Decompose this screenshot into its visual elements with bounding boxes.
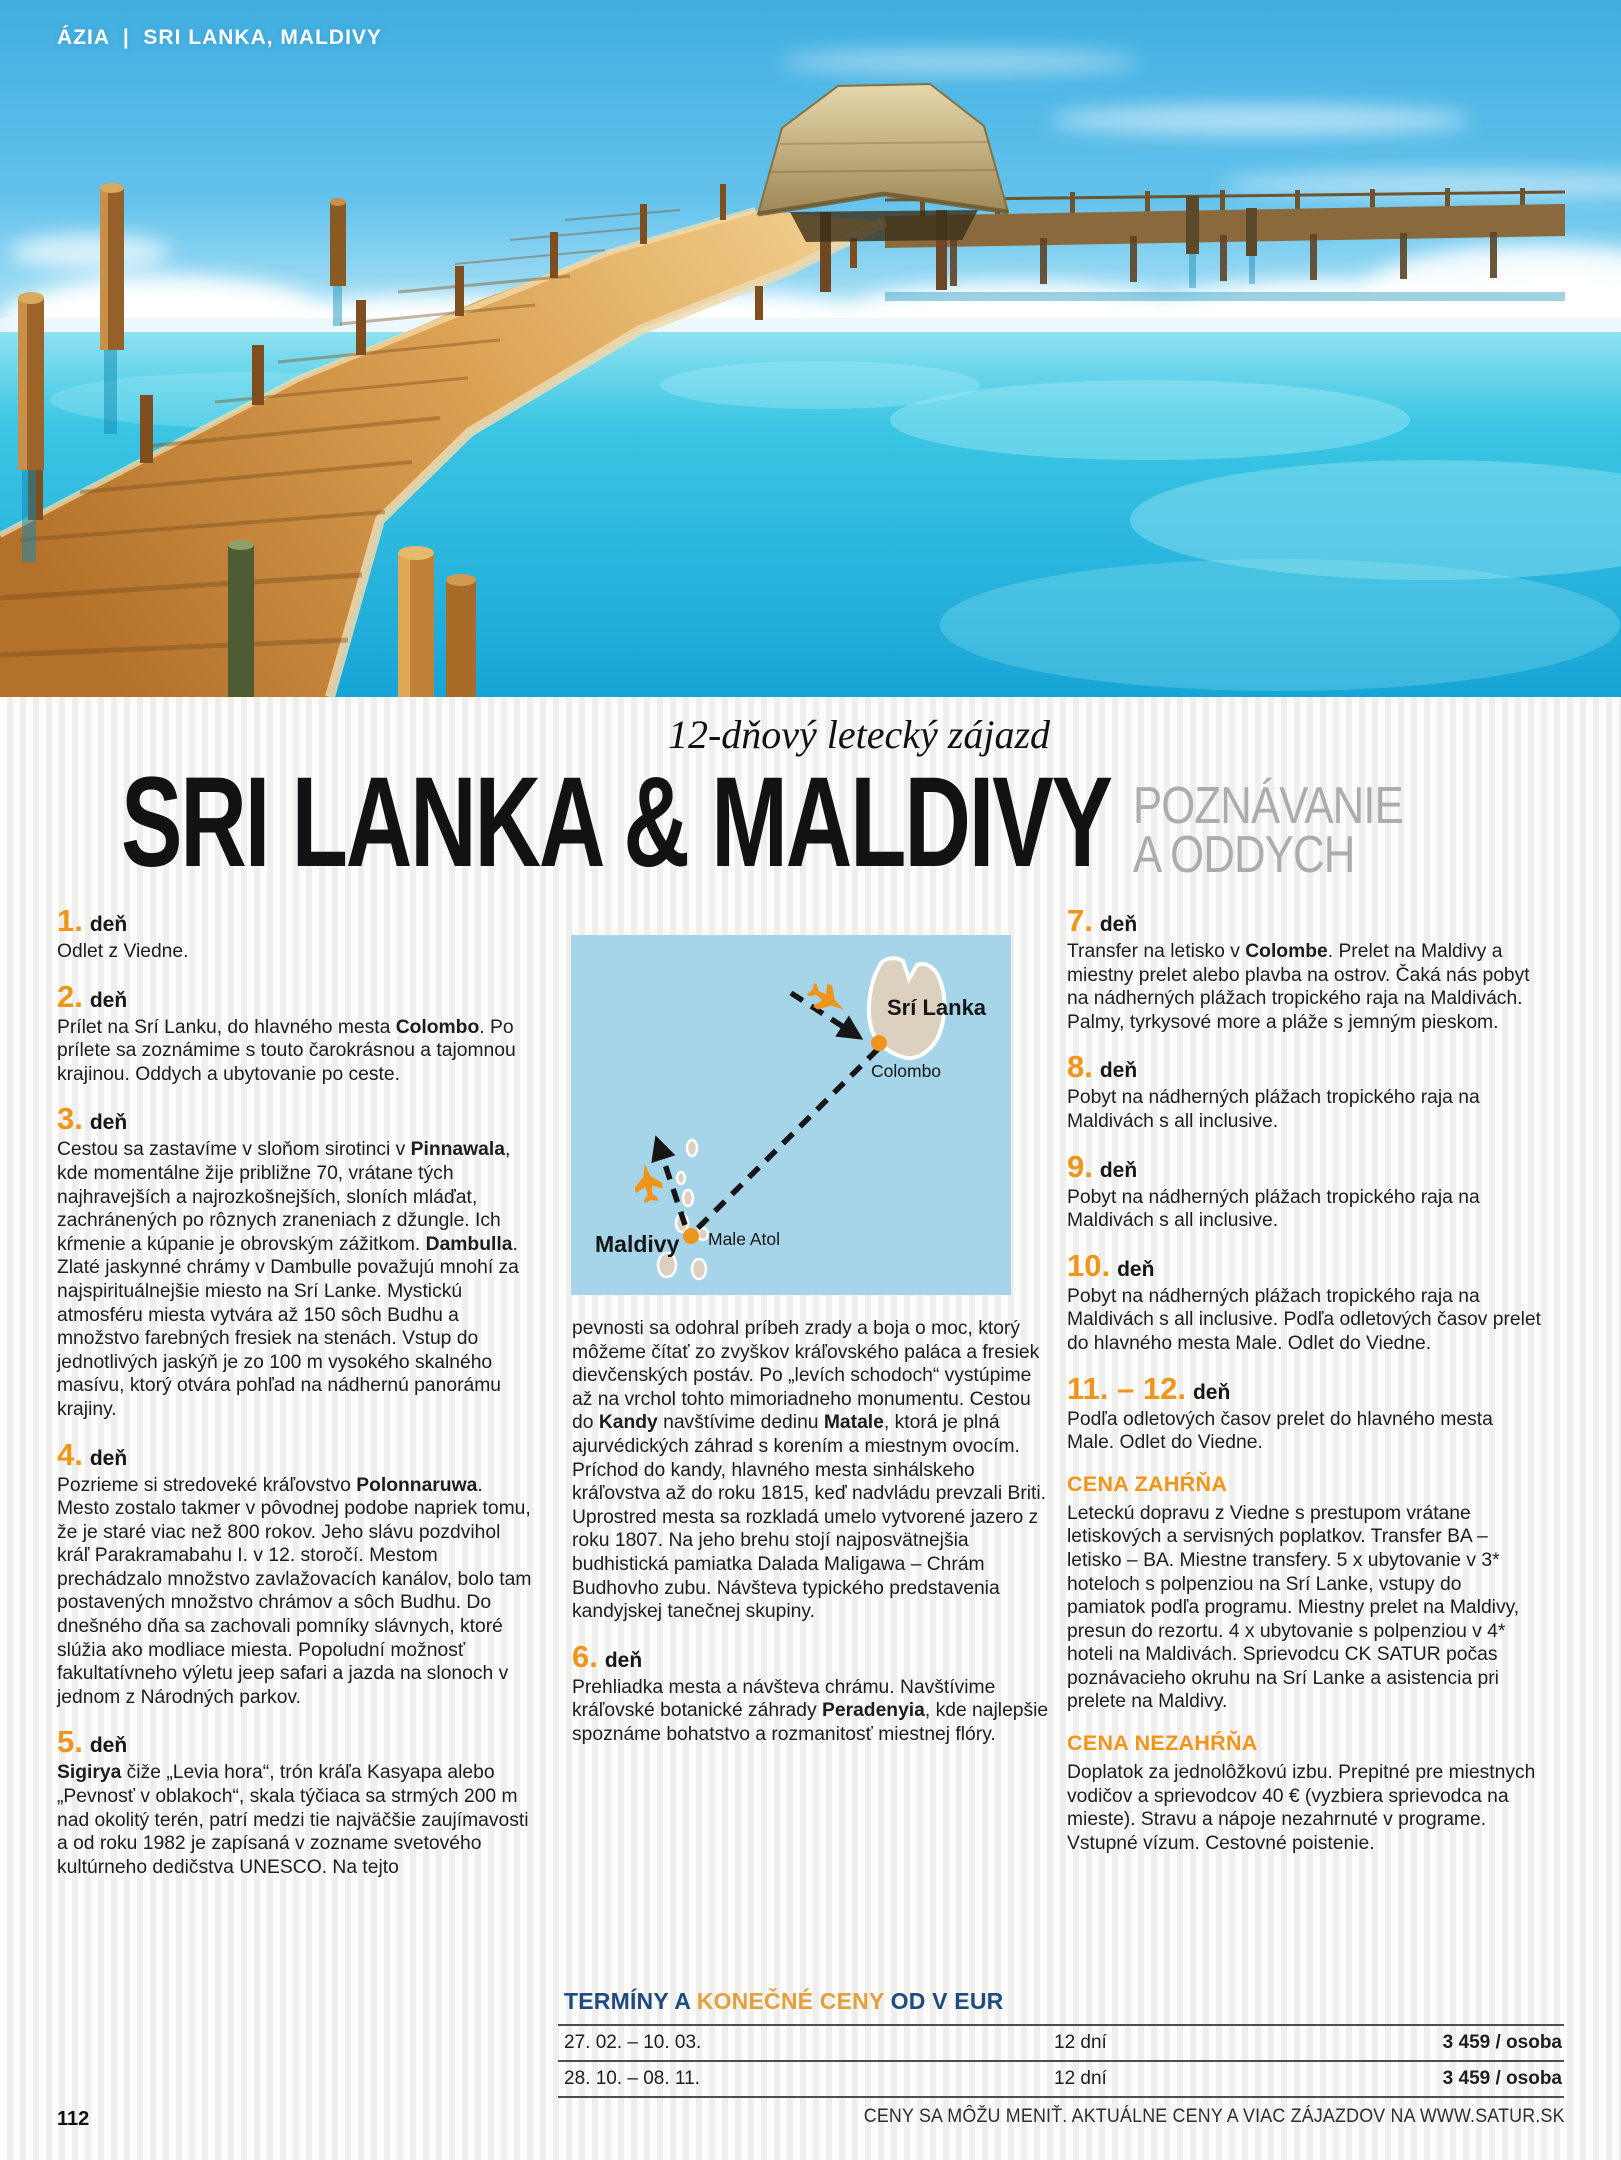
pier-beach-illustration — [0, 0, 1621, 697]
table-row — [558, 2024, 1564, 2060]
tour-subtitle: 12-dňový letecký zájazd — [667, 712, 1051, 757]
day-number: 6. — [572, 1638, 598, 1674]
region-header: ÁZIA | SRI LANKA, MALDIVY — [57, 26, 382, 49]
itinerary-column-2 — [572, 905, 1050, 1764]
day-number: 3. — [57, 1101, 83, 1137]
day-paragraph: Pobyt na nádherných plážach tropického raja na Maldivách s all inclusive. — [1067, 1087, 1480, 1132]
route-map — [571, 935, 1011, 1295]
day-number: 11. – 12. — [1067, 1370, 1186, 1406]
day-heading — [57, 1726, 535, 1758]
tagline-line1: POZNÁVANIE — [1133, 776, 1403, 835]
hero-photo — [0, 0, 1621, 697]
day-paragraph: Leteckú dopravu z Viedne s prestupom vrátane letiskových a servisných poplatkov. Transfer BA – letisko – BA. Miestne transfery. 5 x ubytovanie v 3* hoteloch s polpenziou na Srí Lanke, vstupy do pamiatok podľa programu. Miestny prelet na Maldivy, presun do rezortu. 4 x ubytovanie s polpenziou v 4* hoteli na Maldivách. Sprievodcu CK SATUR počas poznávacieho okruhu na Srí Lanke a asistencia pri prelete na Maldivy. — [1067, 1502, 1520, 1713]
colombo-dot — [871, 1035, 887, 1051]
day-word: deň — [1192, 1380, 1231, 1404]
day-paragraph: pevnosti sa odohral príbeh zrady a boja o moc, ktorý môžeme čítať zo zvyškov kráľovského paláca a fresiek dievčenských postáv. Po „levích schodoch“ vystúpime až na vrchol tohto mimoriadneho monumentu. Cestou do Kandy navštívime dedinu Matale, ktorá je plná ajurvédických záhrad s korením a miestnym ovocím. Príchod do kandy, hlavného mesta sinhálskeho kráľovstva až do roku 1815, keď nadvládu prevzali Briti. Uprostred mesta sa rozkladá umelo vytvorené jazero z roku 1807. Na jeho brehu stojí najposvätnejšia budhistická pamiatka Dalada Maligawa – Chrám Budhovho zubu. Návšteva typického predstavenia kandyjskej tanečnej skupiny. — [572, 1318, 1047, 1623]
day-paragraph: Cestou sa zastavíme v sloňom sirotinci v Pinnawala, kde momentálne žije približne 70, vrátane tých najhravejších a najrozkošnejších, sloních mláďat, zachránených po rôznych zraneniach z džungle. Ich kŕmenie a kúpanie je obrovským zážitkom. Dambulla. Zlaté jaskynné chrámy v Dambulle považujú mnohí za najspirituálnejšie miesto na Srí Lanke. Mystickú atmosféru miesta vytvára až 150 sôch Budhu a množstvo farebných fresiek na stenách. Vstup do jednotlivých jaskýň je zo 100 m vysokého skalného masívu, ktorý otvára pohľad na nádhernú panorámu krajiny. — [57, 1139, 519, 1420]
term-price: 3 459 / osoba — [1442, 2032, 1562, 2053]
day-paragraph: Prílet na Srí Lanku, do hlavného mesta Colombo. Po prílete sa zoznámime s touto čarokrásnou a tajomnou krajinou. Oddych a ubytovanie po ceste. — [57, 1016, 516, 1085]
day-word: deň — [1099, 1158, 1138, 1182]
map-label-colombo: Colombo — [871, 1061, 942, 1081]
day-paragraph: Pobyt na nádherných plážach tropického raja na Maldivách s all inclusive. Podľa odletových časov prelet do hlavného mesta Male. Odlet do Viedne. — [1067, 1285, 1541, 1354]
day-heading — [572, 1638, 1050, 1674]
map-label-male-atol: Male Atol — [708, 1229, 780, 1249]
page-number: 112 — [57, 2108, 90, 2130]
terms-table-title — [558, 1988, 1564, 2024]
day-word: deň — [604, 1648, 643, 1672]
terms-title-part: OD V EUR — [884, 1988, 1004, 2014]
terms-and-prices-table — [558, 1988, 1564, 2098]
day-heading — [1067, 1247, 1545, 1283]
day-paragraph: Podľa odletových časov prelet do hlavného mesta Male. Odlet do Viedne. — [1067, 1408, 1493, 1454]
day-number: 9. — [1067, 1148, 1093, 1184]
day-word: deň — [89, 1734, 128, 1758]
map-label-maldivy: Maldivy — [595, 1231, 680, 1257]
day-paragraph: Pozrieme si stredoveké kráľovstvo Polonnaruwa. Mesto zostalo takmer v pôvodnej podobe napriek tomu, že je staré viac než 800 rokov. Jeho slávu pozdvihol kráľ Parakramabahu I. v 12. storočí. Mestom prechádzalo množstvo zavlažovacích kanálov, bolo tam postavených množstvo chrámov a sôch Budhu. Do dnešného dňa sa zachovali pomníky slávnych, ktoré slúžia ako modliace miesta. Popoludní možnosť fakultatívneho výletu jeep safari a jazda na slonoch v jednom z Národných parkov. — [57, 1474, 532, 1708]
day-number: 5. — [57, 1724, 83, 1760]
day-number: 7. — [1067, 903, 1093, 938]
term-price: 3 459 / osoba — [1442, 2068, 1562, 2089]
tagline-line2: A ODDYCH — [1133, 826, 1355, 885]
day-heading — [57, 905, 535, 937]
day-number: 10. — [1067, 1247, 1111, 1283]
term-duration: 12 dní — [1054, 2032, 1107, 2053]
footer-note: CENY SA MÔŽU MENIŤ. AKTUÁLNE CENY A VIAC ZÁJAZDOV NA WWW.SATUR.SK — [864, 2106, 1565, 2127]
day-paragraph: Transfer na letisko v Colombe. Prelet na Maldivy a miestny prelet alebo plavba na ostrov. Čaká nás pobyt na nádherných plážach tropického raja na Maldivách. Palmy, tyrkysové more a pláže s jemným pieskom. — [1067, 941, 1530, 1033]
day-heading — [1067, 905, 1545, 937]
term-duration: 12 dní — [1054, 2068, 1107, 2089]
route-map-svg — [571, 935, 1011, 1295]
tour-tagline — [1133, 776, 1454, 889]
table-row — [558, 2060, 1564, 2096]
price-section-heading: CENA ZAHŔŇA — [1067, 1471, 1228, 1496]
day-word: deň — [89, 1446, 128, 1470]
map-label-sri-lanka: Srí Lanka — [887, 995, 987, 1020]
itinerary-column-3 — [1067, 905, 1545, 1872]
page-title: SRI LANKA & MALDIVY — [121, 751, 1111, 894]
day-heading — [1067, 1148, 1545, 1184]
day-word: deň — [89, 988, 128, 1012]
day-heading — [57, 978, 535, 1014]
day-word: deň — [89, 1111, 128, 1135]
day-number: 4. — [57, 1436, 83, 1472]
day-heading — [57, 1103, 535, 1135]
day-word: deň — [1099, 913, 1138, 936]
day-paragraph: Odlet z Viedne. — [57, 941, 189, 962]
day-heading — [57, 1436, 535, 1472]
day-word: deň — [1099, 1059, 1138, 1083]
day-paragraph: Prehliadka mesta a návšteva chrámu. Navštívime kráľovské botanické záhrady Peradenyia, kde najlepšie spoznáme bohatstvo a rozmanitosť miestnej flóry. — [572, 1676, 1049, 1745]
table-rule — [558, 2096, 1564, 2098]
day-word: deň — [1117, 1257, 1155, 1281]
day-heading — [1067, 1370, 1545, 1406]
terms-table-body — [558, 2024, 1564, 2096]
day-paragraph: Pobyt na nádherných plážach tropického raja na Maldivách s all inclusive. — [1067, 1186, 1480, 1232]
day-paragraph: Doplatok za jednolôžkovú izbu. Prepitné pre miestnych vodičov a sprievodcov 40 € (vyzbiera sprievodca na mieste). Stravu a nápoje nezahrnuté v programe. Vstupné vízum. Cestovné poistenie. — [1067, 1762, 1536, 1854]
male-atol-dot — [683, 1228, 699, 1244]
day-paragraph: Sigirya čiže „Levia hora“, trón kráľa Kasyapa alebo „Pevnosť v oblakoch“, skala týčiaca sa strmých 200 m nad okolitý terén, patrí medzi tie najväčšie zaujímavosti a od roku 1982 je zapísaná v zozname svetového kultúrneho dedičstva UNESCO. Na tejto — [57, 1762, 529, 1878]
day-number: 2. — [57, 978, 83, 1014]
term-dates: 28. 10. – 08. 11. — [564, 2068, 700, 2089]
day-heading — [1067, 1051, 1545, 1083]
term-dates: 27. 02. – 10. 03. — [564, 2032, 702, 2053]
price-section-heading: CENA NEZAHŔŇA — [1067, 1731, 1258, 1756]
day-number: 1. — [57, 903, 83, 938]
day-word: deň — [89, 913, 128, 936]
itinerary-column-1 — [57, 905, 535, 1896]
terms-title-part: TERMÍNY A — [564, 1988, 697, 2014]
terms-title-part: KONEČNÉ CENY — [696, 1988, 885, 2014]
title-block — [57, 700, 1565, 894]
day-number: 8. — [1067, 1049, 1093, 1085]
